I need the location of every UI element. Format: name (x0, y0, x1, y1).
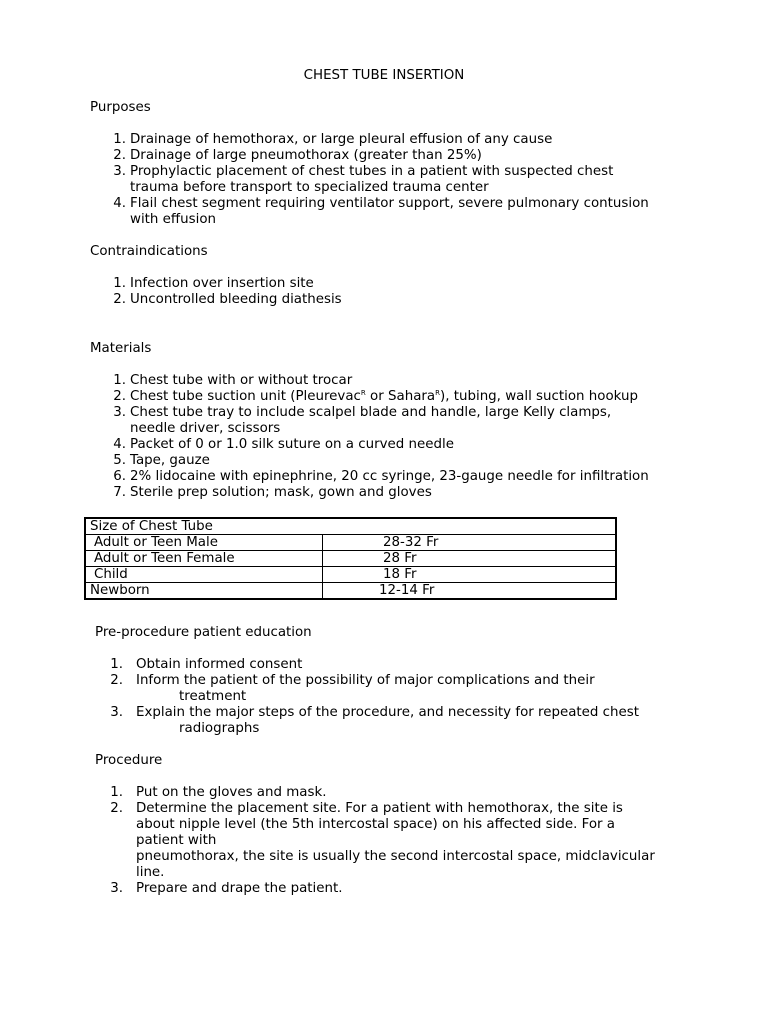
materials-item-text: Chest tube suction unit (Pleurevac (130, 389, 361, 404)
list-number: 2. (113, 292, 126, 307)
materials-item: Chest tube tray to include scalpel blade and handle, large Kelly clamps, (130, 405, 612, 420)
page-title: CHEST TUBE INSERTION (303, 68, 465, 83)
list-number: 6. (113, 469, 126, 484)
materials-item: Packet of 0 or 1.0 silk suture on a curved needle (130, 437, 454, 452)
list-number: 3. (113, 164, 126, 179)
materials-item: 2% lidocaine with epinephrine, 20 cc syringe, 23-gauge needle for infiltration (130, 469, 649, 484)
education-item-continued: radiographs (179, 721, 260, 736)
contraindications-item: Infection over insertion site (130, 276, 314, 291)
list-number: 1. (113, 132, 126, 147)
contraindications-heading: Contraindications (90, 244, 208, 259)
procedure-item-continued: patient with (136, 833, 217, 848)
procedure-item-continued: pneumothorax, the site is usually the second intercostal space, midclavicular (136, 849, 655, 864)
materials-item: Tape, gauze (130, 453, 210, 468)
education-heading: Pre-procedure patient education (95, 625, 312, 640)
patient-cell: Child (85, 567, 323, 583)
size-cell: 28 Fr (323, 551, 617, 567)
procedure-heading: Procedure (95, 753, 163, 768)
list-number: 1. (113, 373, 126, 388)
materials-item: Chest tube with or without trocar (130, 373, 353, 388)
list-number: 5. (113, 453, 126, 468)
list-number: 1. (110, 785, 123, 800)
list-number: 4. (113, 437, 126, 452)
table-row (85, 583, 616, 600)
registered-mark: R (435, 389, 440, 397)
size-cell: 12-14 Fr (323, 583, 617, 600)
registered-mark: R (360, 389, 366, 397)
patient-cell: Newborn (85, 583, 323, 600)
procedure-item-continued: line. (136, 865, 165, 880)
list-number: 3. (110, 705, 123, 720)
education-item: Inform the patient of the possibility of major complications and their (136, 673, 595, 688)
procedure-item: Determine the placement site. For a patient with hemothorax, the site is (136, 801, 623, 816)
purposes-item: Drainage of hemothorax, or large pleural effusion of any cause (130, 132, 553, 147)
patient-cell: Adult or Teen Male (85, 535, 323, 551)
education-item-continued: treatment (179, 689, 247, 704)
list-number: 1. (110, 657, 123, 672)
chest-tube-size-table (84, 517, 617, 600)
list-number: 3. (110, 881, 123, 896)
list-number: 1. (113, 276, 126, 291)
materials-item-text: or Sahara (365, 389, 436, 404)
list-number: 4. (113, 196, 126, 211)
purposes-item: Flail chest segment requiring ventilator support, severe pulmonary contusion (130, 196, 649, 211)
materials-heading: Materials (90, 341, 152, 356)
procedure-item-continued: about nipple level (the 5th intercostal space) on his affected side. For a (136, 817, 616, 832)
list-number: 3. (113, 405, 126, 420)
size-cell: 18 Fr (323, 567, 617, 583)
materials-item-continued: needle driver, scissors (130, 421, 281, 436)
purposes-item-continued: with effusion (130, 212, 216, 227)
list-number: 2. (110, 673, 123, 688)
contraindications-item: Uncontrolled bleeding diathesis (130, 292, 342, 307)
list-number: 2. (110, 801, 123, 816)
table-header-row (85, 518, 616, 535)
table-row (85, 535, 616, 551)
purposes-item-continued: trauma before transport to specialized trauma center (130, 180, 489, 195)
materials-item-text: ), tubing, wall suction hookup (440, 389, 638, 404)
procedure-item: Put on the gloves and mask. (136, 785, 327, 800)
list-number: 2. (113, 148, 126, 163)
patient-cell: Adult or Teen Female (85, 551, 323, 567)
materials-item (130, 389, 638, 405)
table-row (85, 567, 616, 583)
size-cell: 28-32 Fr (323, 535, 617, 551)
purposes-heading: Purposes (90, 100, 151, 115)
list-number: 7. (113, 485, 126, 500)
purposes-item: Prophylactic placement of chest tubes in a patient with suspected chest (130, 164, 614, 179)
materials-item: Sterile prep solution; mask, gown and gloves (130, 485, 432, 500)
table-header: Size of Chest Tube (85, 518, 616, 535)
education-item: Obtain informed consent (136, 657, 303, 672)
list-number: 2. (113, 389, 126, 404)
table-row (85, 551, 616, 567)
procedure-item: Prepare and drape the patient. (136, 881, 343, 896)
purposes-item: Drainage of large pneumothorax (greater than 25%) (130, 148, 482, 163)
education-item: Explain the major steps of the procedure, and necessity for repeated chest (136, 705, 639, 720)
